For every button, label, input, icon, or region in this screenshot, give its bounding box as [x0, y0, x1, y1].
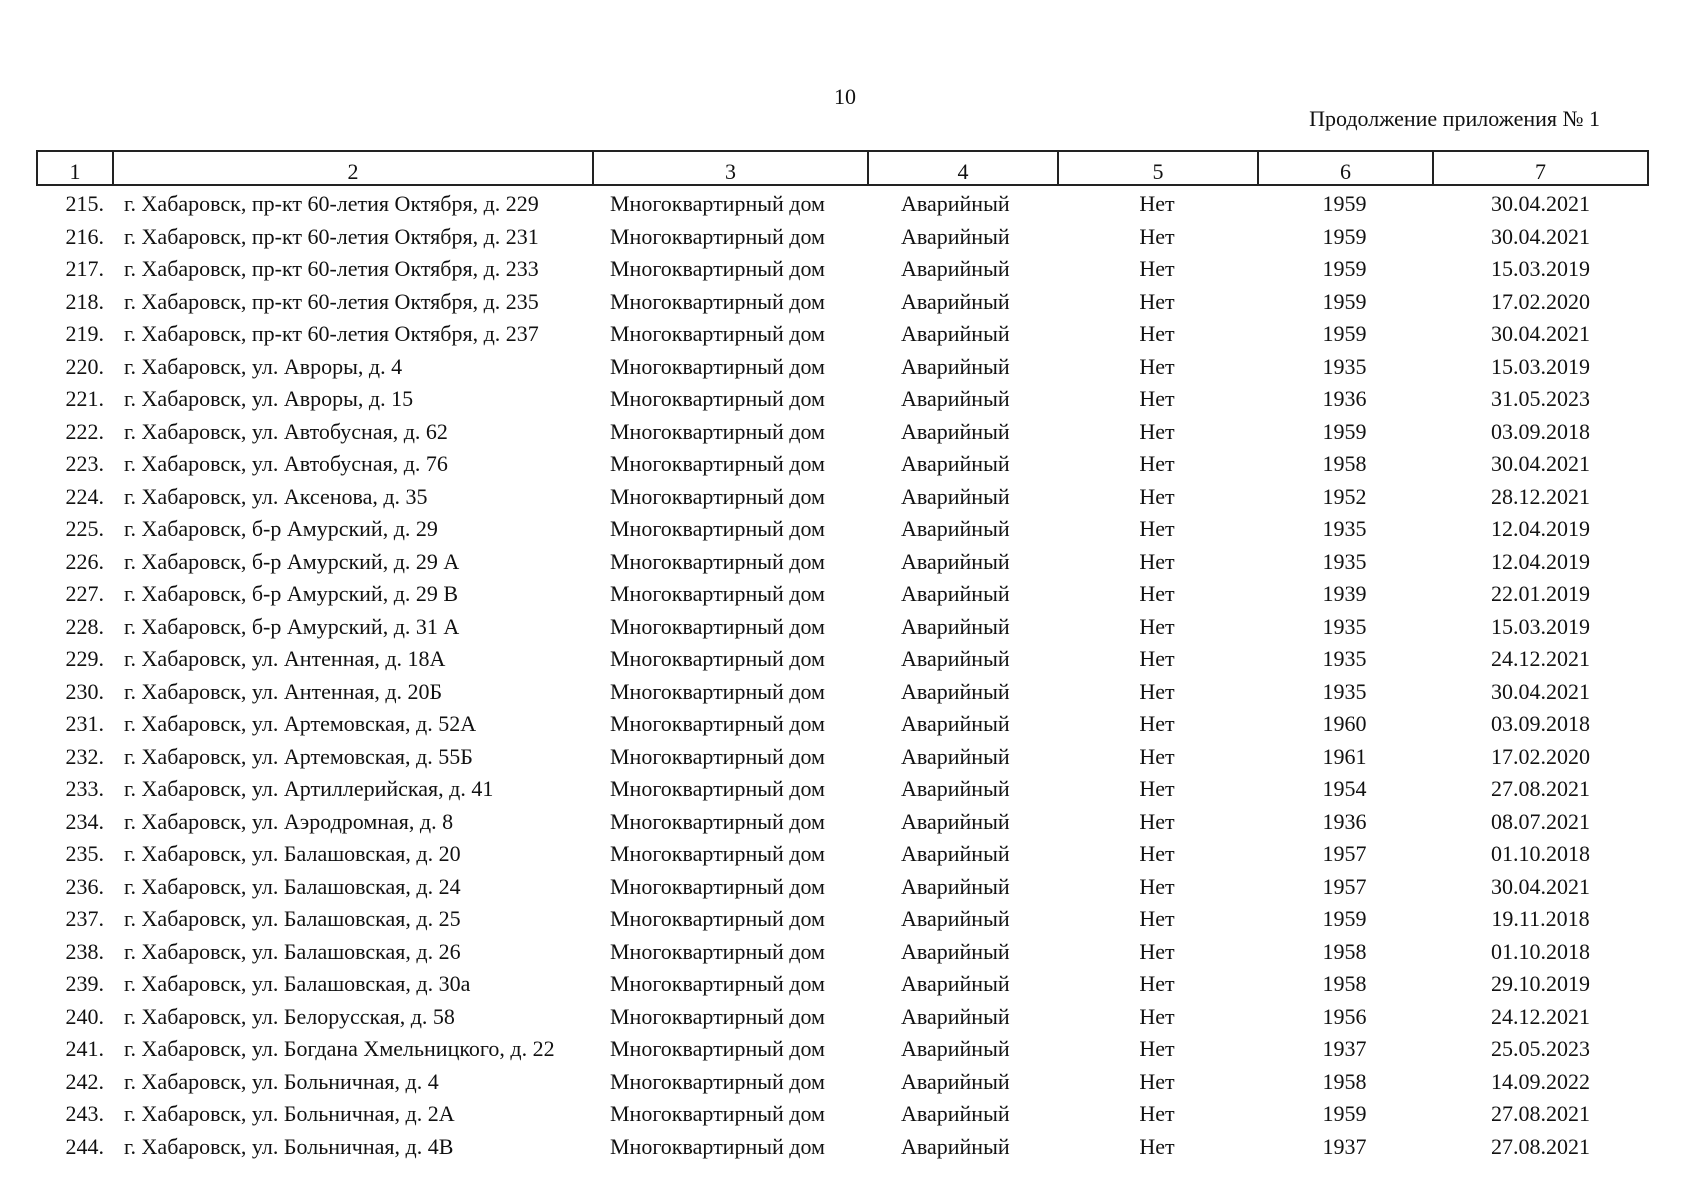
flag-cell: Нет: [1139, 1068, 1175, 1094]
table-row: [36, 936, 1649, 969]
table-row: [36, 806, 1649, 839]
date-cell: 28.12.2021: [1491, 483, 1590, 509]
year-built-cell: 1959: [1322, 321, 1367, 347]
address-cell: г. Хабаровск, ул. Богдана Хмельницкого, д. 22: [124, 1036, 555, 1062]
building-type-cell: Многоквартирный дом: [610, 711, 825, 737]
building-type-cell: Многоквартирный дом: [610, 288, 825, 314]
table-row: [36, 1131, 1649, 1164]
row-number-cell: 226.: [65, 548, 104, 574]
address-cell: г. Хабаровск, ул. Белорусская, д. 58: [124, 1003, 455, 1029]
address-cell: г. Хабаровск, ул. Автобусная, д. 62: [124, 418, 448, 444]
address-cell: г. Хабаровск, ул. Артемовская, д. 55Б: [124, 743, 473, 769]
condition-cell: Аварийный: [901, 776, 1010, 802]
date-cell: 30.04.2021: [1491, 223, 1590, 249]
condition-cell: Аварийный: [901, 743, 1010, 769]
column-header: 6: [1257, 152, 1432, 186]
flag-cell: Нет: [1139, 288, 1175, 314]
condition-cell: Аварийный: [901, 288, 1010, 314]
year-built-cell: 1959: [1322, 418, 1367, 444]
row-number-cell: 219.: [65, 321, 104, 347]
flag-cell: Нет: [1139, 256, 1175, 282]
column-header: 1: [36, 152, 112, 186]
table-row: [36, 838, 1649, 871]
condition-cell: Аварийный: [901, 873, 1010, 899]
flag-cell: Нет: [1139, 1101, 1175, 1127]
flag-cell: Нет: [1139, 223, 1175, 249]
date-cell: 03.09.2018: [1491, 711, 1590, 737]
flag-cell: Нет: [1139, 353, 1175, 379]
flag-cell: Нет: [1139, 646, 1175, 672]
building-type-cell: Многоквартирный дом: [610, 581, 825, 607]
year-built-cell: 1959: [1322, 288, 1367, 314]
date-cell: 01.10.2018: [1491, 841, 1590, 867]
address-cell: г. Хабаровск, ул. Аксенова, д. 35: [124, 483, 428, 509]
address-cell: г. Хабаровск, пр-кт 60-летия Октября, д. 237: [124, 321, 539, 347]
address-cell: г. Хабаровск, ул. Балашовская, д. 20: [124, 841, 461, 867]
row-number-cell: 215.: [65, 191, 104, 217]
row-number-cell: 234.: [65, 808, 104, 834]
row-number-cell: 238.: [65, 938, 104, 964]
table-row: [36, 1033, 1649, 1066]
building-type-cell: Многоквартирный дом: [610, 776, 825, 802]
row-number-cell: 229.: [65, 646, 104, 672]
date-cell: 17.02.2020: [1491, 743, 1590, 769]
year-built-cell: 1958: [1322, 971, 1367, 997]
address-cell: г. Хабаровск, б-р Амурский, д. 29 В: [124, 581, 459, 607]
year-built-cell: 1960: [1322, 711, 1367, 737]
date-cell: 19.11.2018: [1491, 906, 1590, 932]
flag-cell: Нет: [1139, 418, 1175, 444]
building-type-cell: Многоквартирный дом: [610, 191, 825, 217]
row-number-cell: 242.: [65, 1068, 104, 1094]
address-cell: г. Хабаровск, ул. Балашовская, д. 26: [124, 938, 461, 964]
address-cell: г. Хабаровск, б-р Амурский, д. 29 А: [124, 548, 460, 574]
year-built-cell: 1935: [1322, 613, 1367, 639]
date-cell: 30.04.2021: [1491, 873, 1590, 899]
condition-cell: Аварийный: [901, 938, 1010, 964]
condition-cell: Аварийный: [901, 1036, 1010, 1062]
condition-cell: Аварийный: [901, 353, 1010, 379]
condition-cell: Аварийный: [901, 646, 1010, 672]
address-cell: г. Хабаровск, ул. Больничная, д. 2А: [124, 1101, 455, 1127]
table-body: [36, 188, 1649, 1163]
address-cell: г. Хабаровск, б-р Амурский, д. 29: [124, 516, 438, 542]
condition-cell: Аварийный: [901, 1133, 1010, 1159]
flag-cell: Нет: [1139, 971, 1175, 997]
date-cell: 17.02.2020: [1491, 288, 1590, 314]
table-row: [36, 188, 1649, 221]
table-row: [36, 481, 1649, 514]
building-type-cell: Многоквартирный дом: [610, 386, 825, 412]
row-number-cell: 243.: [65, 1101, 104, 1127]
year-built-cell: 1937: [1322, 1133, 1367, 1159]
building-type-cell: Многоквартирный дом: [610, 548, 825, 574]
row-number-cell: 230.: [65, 678, 104, 704]
date-cell: 01.10.2018: [1491, 938, 1590, 964]
table-row: [36, 1098, 1649, 1131]
continuation-label: Продолжение приложения № 1: [1309, 106, 1600, 131]
condition-cell: Аварийный: [901, 223, 1010, 249]
building-type-cell: Многоквартирный дом: [610, 451, 825, 477]
year-built-cell: 1957: [1322, 873, 1367, 899]
address-cell: г. Хабаровск, ул. Антенная, д. 18А: [124, 646, 446, 672]
address-cell: г. Хабаровск, ул. Авроры, д. 15: [124, 386, 414, 412]
building-type-cell: Многоквартирный дом: [610, 1133, 825, 1159]
table-row: [36, 643, 1649, 676]
address-cell: г. Хабаровск, ул. Артемовская, д. 52А: [124, 711, 477, 737]
year-built-cell: 1935: [1322, 678, 1367, 704]
date-cell: 30.04.2021: [1491, 451, 1590, 477]
row-number-cell: 218.: [65, 288, 104, 314]
year-built-cell: 1937: [1322, 1036, 1367, 1062]
condition-cell: Аварийный: [901, 906, 1010, 932]
condition-cell: Аварийный: [901, 613, 1010, 639]
condition-cell: Аварийный: [901, 711, 1010, 737]
flag-cell: Нет: [1139, 321, 1175, 347]
condition-cell: Аварийный: [901, 191, 1010, 217]
year-built-cell: 1952: [1322, 483, 1367, 509]
flag-cell: Нет: [1139, 386, 1175, 412]
condition-cell: Аварийный: [901, 1101, 1010, 1127]
address-cell: г. Хабаровск, ул. Аэродромная, д. 8: [124, 808, 454, 834]
condition-cell: Аварийный: [901, 808, 1010, 834]
date-cell: 08.07.2021: [1491, 808, 1590, 834]
date-cell: 27.08.2021: [1491, 1101, 1590, 1127]
flag-cell: Нет: [1139, 548, 1175, 574]
date-cell: 15.03.2019: [1491, 613, 1590, 639]
column-header: 5: [1057, 152, 1257, 186]
row-number-cell: 224.: [65, 483, 104, 509]
address-cell: г. Хабаровск, ул. Антенная, д. 20Б: [124, 678, 443, 704]
building-type-cell: Многоквартирный дом: [610, 1068, 825, 1094]
year-built-cell: 1959: [1322, 906, 1367, 932]
address-cell: г. Хабаровск, б-р Амурский, д. 31 А: [124, 613, 460, 639]
table-row: [36, 741, 1649, 774]
condition-cell: Аварийный: [901, 451, 1010, 477]
building-type-cell: Многоквартирный дом: [610, 223, 825, 249]
row-number-cell: 235.: [65, 841, 104, 867]
table-row: [36, 448, 1649, 481]
year-built-cell: 1935: [1322, 548, 1367, 574]
row-number-cell: 222.: [65, 418, 104, 444]
building-type-cell: Многоквартирный дом: [610, 938, 825, 964]
address-cell: г. Хабаровск, пр-кт 60-летия Октября, д. 231: [124, 223, 539, 249]
flag-cell: Нет: [1139, 808, 1175, 834]
row-number-cell: 241.: [65, 1036, 104, 1062]
flag-cell: Нет: [1139, 1036, 1175, 1062]
year-built-cell: 1957: [1322, 841, 1367, 867]
building-type-cell: Многоквартирный дом: [610, 808, 825, 834]
flag-cell: Нет: [1139, 483, 1175, 509]
date-cell: 12.04.2019: [1491, 516, 1590, 542]
building-type-cell: Многоквартирный дом: [610, 1003, 825, 1029]
address-cell: г. Хабаровск, ул. Балашовская, д. 24: [124, 873, 461, 899]
column-header: 2: [112, 152, 592, 186]
date-cell: 15.03.2019: [1491, 353, 1590, 379]
date-cell: 22.01.2019: [1491, 581, 1590, 607]
building-type-cell: Многоквартирный дом: [610, 743, 825, 769]
flag-cell: Нет: [1139, 711, 1175, 737]
address-cell: г. Хабаровск, ул. Балашовская, д. 25: [124, 906, 461, 932]
date-cell: 12.04.2019: [1491, 548, 1590, 574]
building-type-cell: Многоквартирный дом: [610, 841, 825, 867]
address-cell: г. Хабаровск, ул. Больничная, д. 4: [124, 1068, 439, 1094]
year-built-cell: 1958: [1322, 451, 1367, 477]
table-row: [36, 286, 1649, 319]
table-row: [36, 253, 1649, 286]
column-header: 3: [592, 152, 867, 186]
row-number-cell: 232.: [65, 743, 104, 769]
date-cell: 30.04.2021: [1491, 191, 1590, 217]
date-cell: 27.08.2021: [1491, 1133, 1590, 1159]
column-header: 4: [867, 152, 1057, 186]
flag-cell: Нет: [1139, 841, 1175, 867]
building-type-cell: Многоквартирный дом: [610, 613, 825, 639]
row-number-cell: 216.: [65, 223, 104, 249]
table-row: [36, 318, 1649, 351]
table-row: [36, 611, 1649, 644]
year-built-cell: 1956: [1322, 1003, 1367, 1029]
row-number-cell: 237.: [65, 906, 104, 932]
address-cell: г. Хабаровск, ул. Больничная, д. 4В: [124, 1133, 454, 1159]
flag-cell: Нет: [1139, 743, 1175, 769]
condition-cell: Аварийный: [901, 841, 1010, 867]
row-number-cell: 228.: [65, 613, 104, 639]
flag-cell: Нет: [1139, 613, 1175, 639]
column-header: 7: [1432, 152, 1649, 186]
condition-cell: Аварийный: [901, 1003, 1010, 1029]
building-type-cell: Многоквартирный дом: [610, 646, 825, 672]
year-built-cell: 1959: [1322, 191, 1367, 217]
building-type-cell: Многоквартирный дом: [610, 1036, 825, 1062]
year-built-cell: 1954: [1322, 776, 1367, 802]
flag-cell: Нет: [1139, 191, 1175, 217]
address-cell: г. Хабаровск, пр-кт 60-летия Октября, д. 229: [124, 191, 539, 217]
flag-cell: Нет: [1139, 678, 1175, 704]
year-built-cell: 1939: [1322, 581, 1367, 607]
year-built-cell: 1936: [1322, 808, 1367, 834]
table-row: [36, 416, 1649, 449]
building-type-cell: Многоквартирный дом: [610, 353, 825, 379]
flag-cell: Нет: [1139, 873, 1175, 899]
row-number-cell: 240.: [65, 1003, 104, 1029]
address-cell: г. Хабаровск, ул. Автобусная, д. 76: [124, 451, 448, 477]
flag-cell: Нет: [1139, 906, 1175, 932]
condition-cell: Аварийный: [901, 548, 1010, 574]
date-cell: 24.12.2021: [1491, 1003, 1590, 1029]
table-row: [36, 221, 1649, 254]
building-type-cell: Многоквартирный дом: [610, 1101, 825, 1127]
building-type-cell: Многоквартирный дом: [610, 516, 825, 542]
row-number-cell: 220.: [65, 353, 104, 379]
address-cell: г. Хабаровск, пр-кт 60-летия Октября, д. 235: [124, 288, 539, 314]
year-built-cell: 1935: [1322, 646, 1367, 672]
year-built-cell: 1959: [1322, 256, 1367, 282]
date-cell: 30.04.2021: [1491, 678, 1590, 704]
condition-cell: Аварийный: [901, 483, 1010, 509]
year-built-cell: 1958: [1322, 1068, 1367, 1094]
flag-cell: Нет: [1139, 451, 1175, 477]
row-number-cell: 217.: [65, 256, 104, 282]
building-type-cell: Многоквартирный дом: [610, 256, 825, 282]
condition-cell: Аварийный: [901, 321, 1010, 347]
year-built-cell: 1959: [1322, 223, 1367, 249]
row-number-cell: 231.: [65, 711, 104, 737]
table-row: [36, 383, 1649, 416]
building-type-cell: Многоквартирный дом: [610, 418, 825, 444]
table-row: [36, 1001, 1649, 1034]
table-row: [36, 513, 1649, 546]
row-number-cell: 223.: [65, 451, 104, 477]
address-cell: г. Хабаровск, ул. Балашовская, д. 30а: [124, 971, 471, 997]
table-row: [36, 676, 1649, 709]
table-row: [36, 546, 1649, 579]
row-number-cell: 233.: [65, 776, 104, 802]
date-cell: 31.05.2023: [1491, 386, 1590, 412]
building-type-cell: Многоквартирный дом: [610, 971, 825, 997]
date-cell: 14.09.2022: [1491, 1068, 1590, 1094]
flag-cell: Нет: [1139, 938, 1175, 964]
year-built-cell: 1935: [1322, 353, 1367, 379]
table-row: [36, 708, 1649, 741]
flag-cell: Нет: [1139, 516, 1175, 542]
date-cell: 30.04.2021: [1491, 321, 1590, 347]
building-type-cell: Многоквартирный дом: [610, 321, 825, 347]
year-built-cell: 1935: [1322, 516, 1367, 542]
table-row: [36, 1066, 1649, 1099]
row-number-cell: 239.: [65, 971, 104, 997]
date-cell: 25.05.2023: [1491, 1036, 1590, 1062]
condition-cell: Аварийный: [901, 386, 1010, 412]
condition-cell: Аварийный: [901, 678, 1010, 704]
flag-cell: Нет: [1139, 1003, 1175, 1029]
row-number-cell: 225.: [65, 516, 104, 542]
date-cell: 03.09.2018: [1491, 418, 1590, 444]
table-row: [36, 351, 1649, 384]
year-built-cell: 1961: [1322, 743, 1367, 769]
table-row: [36, 968, 1649, 1001]
table-row: [36, 871, 1649, 904]
condition-cell: Аварийный: [901, 516, 1010, 542]
building-type-cell: Многоквартирный дом: [610, 873, 825, 899]
address-cell: г. Хабаровск, ул. Артиллерийская, д. 41: [124, 776, 494, 802]
condition-cell: Аварийный: [901, 1068, 1010, 1094]
flag-cell: Нет: [1139, 776, 1175, 802]
row-number-cell: 244.: [65, 1133, 104, 1159]
condition-cell: Аварийный: [901, 418, 1010, 444]
address-cell: г. Хабаровск, ул. Авроры, д. 4: [124, 353, 403, 379]
date-cell: 27.08.2021: [1491, 776, 1590, 802]
address-cell: г. Хабаровск, пр-кт 60-летия Октября, д. 233: [124, 256, 539, 282]
building-type-cell: Многоквартирный дом: [610, 483, 825, 509]
table-header: [36, 150, 1649, 186]
building-type-cell: Многоквартирный дом: [610, 678, 825, 704]
year-built-cell: 1958: [1322, 938, 1367, 964]
condition-cell: Аварийный: [901, 971, 1010, 997]
year-built-cell: 1959: [1322, 1101, 1367, 1127]
table-row: [36, 578, 1649, 611]
year-built-cell: 1936: [1322, 386, 1367, 412]
table-row: [36, 903, 1649, 936]
condition-cell: Аварийный: [901, 581, 1010, 607]
date-cell: 24.12.2021: [1491, 646, 1590, 672]
flag-cell: Нет: [1139, 581, 1175, 607]
row-number-cell: 236.: [65, 873, 104, 899]
flag-cell: Нет: [1139, 1133, 1175, 1159]
date-cell: 15.03.2019: [1491, 256, 1590, 282]
row-number-cell: 227.: [65, 581, 104, 607]
date-cell: 29.10.2019: [1491, 971, 1590, 997]
page-number: 10: [834, 84, 856, 109]
building-type-cell: Многоквартирный дом: [610, 906, 825, 932]
condition-cell: Аварийный: [901, 256, 1010, 282]
table-row: [36, 773, 1649, 806]
row-number-cell: 221.: [65, 386, 104, 412]
